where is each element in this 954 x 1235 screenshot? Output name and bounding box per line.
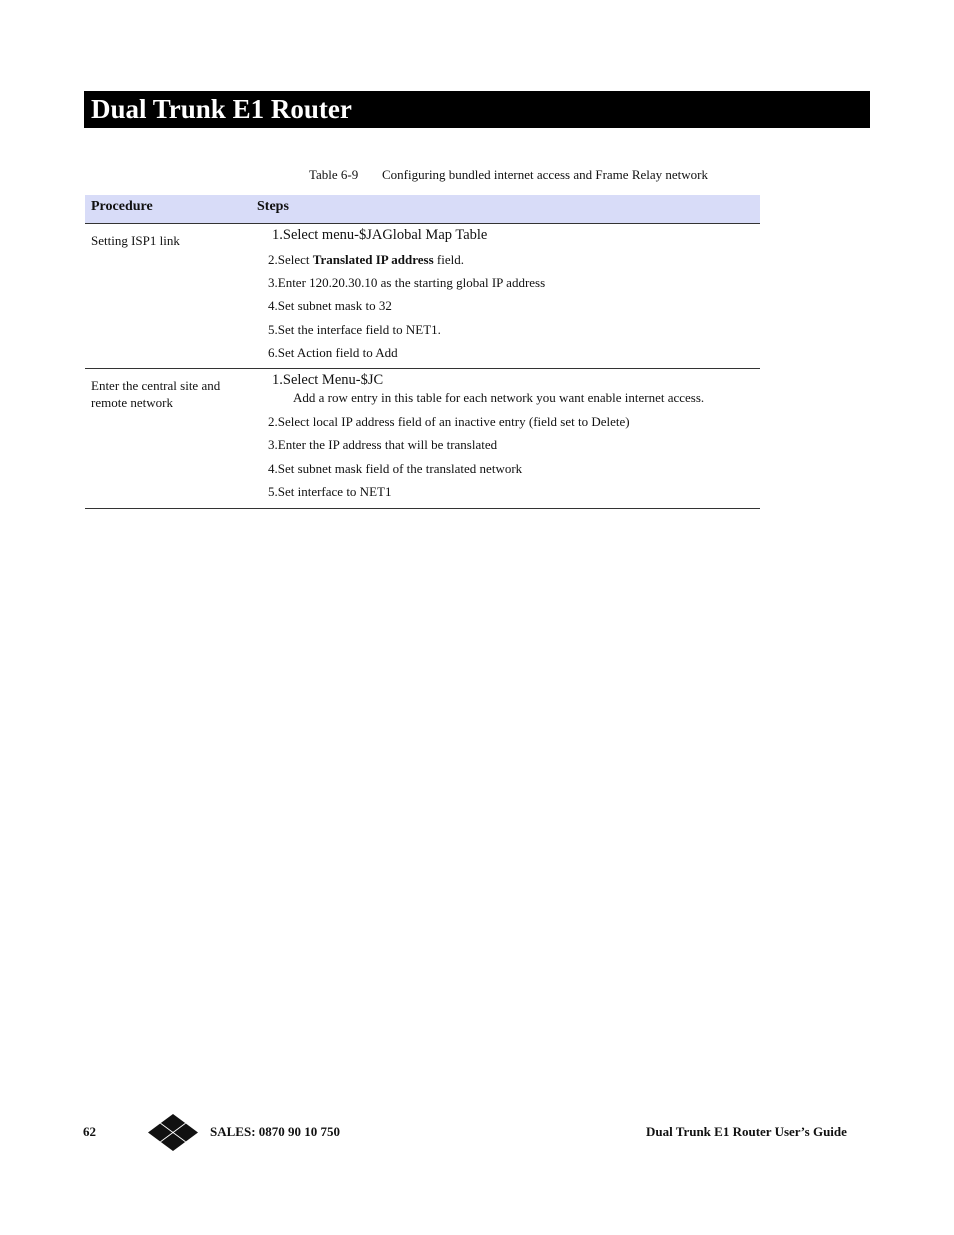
column-header-steps: Steps xyxy=(257,199,289,214)
step-item: 1.Select Menu-$JC xyxy=(272,372,384,388)
step-note: Add a row entry in this table for each network you want enable internet access. xyxy=(293,390,705,405)
step-item: 4.Set subnet mask field of the translated network xyxy=(268,461,523,476)
table-row xyxy=(85,369,760,509)
table-row xyxy=(85,224,760,369)
field-name-bold: Translated IP address xyxy=(312,252,434,267)
step-item: 6.Set Action field to Add xyxy=(268,345,398,360)
step-item: 4.Set subnet mask to 32 xyxy=(268,298,392,313)
table-header xyxy=(85,195,760,224)
table-caption xyxy=(309,167,708,183)
table-caption-number: Table 6-9 xyxy=(309,167,359,182)
configuration-table xyxy=(85,195,760,509)
column-header-procedure: Procedure xyxy=(91,199,153,214)
step-item: 5.Set interface to NET1 xyxy=(268,484,392,499)
step-item: 3.Enter the IP address that will be translated xyxy=(268,437,498,452)
sales-contact: SALES: 0870 90 10 750 xyxy=(210,1124,341,1139)
page-number: 62 xyxy=(83,1124,96,1139)
guide-title: Dual Trunk E1 Router User’s Guide xyxy=(646,1124,847,1139)
step-item: 3.Enter 120.20.30.10 as the starting global IP address xyxy=(268,275,546,290)
table-caption-text: Configuring bundled internet access and Frame Relay network xyxy=(382,167,708,182)
procedure-cell: Enter the central site and remote network xyxy=(91,378,221,410)
step-item: 2.Select local IP address field of an inactive entry (field set to Delete) xyxy=(268,414,630,429)
page-title-bar xyxy=(84,91,870,128)
company-logo-icon xyxy=(148,1114,198,1151)
step-item: 5.Set the interface field to NET1. xyxy=(268,322,441,337)
step-item: 2.Select Translated IP address field. xyxy=(268,252,464,267)
page-title: Dual Trunk E1 Router xyxy=(91,94,352,124)
procedure-cell: Setting ISP1 link xyxy=(91,233,180,248)
step-item: 1.Select menu-$JAGlobal Map Table xyxy=(272,227,488,243)
